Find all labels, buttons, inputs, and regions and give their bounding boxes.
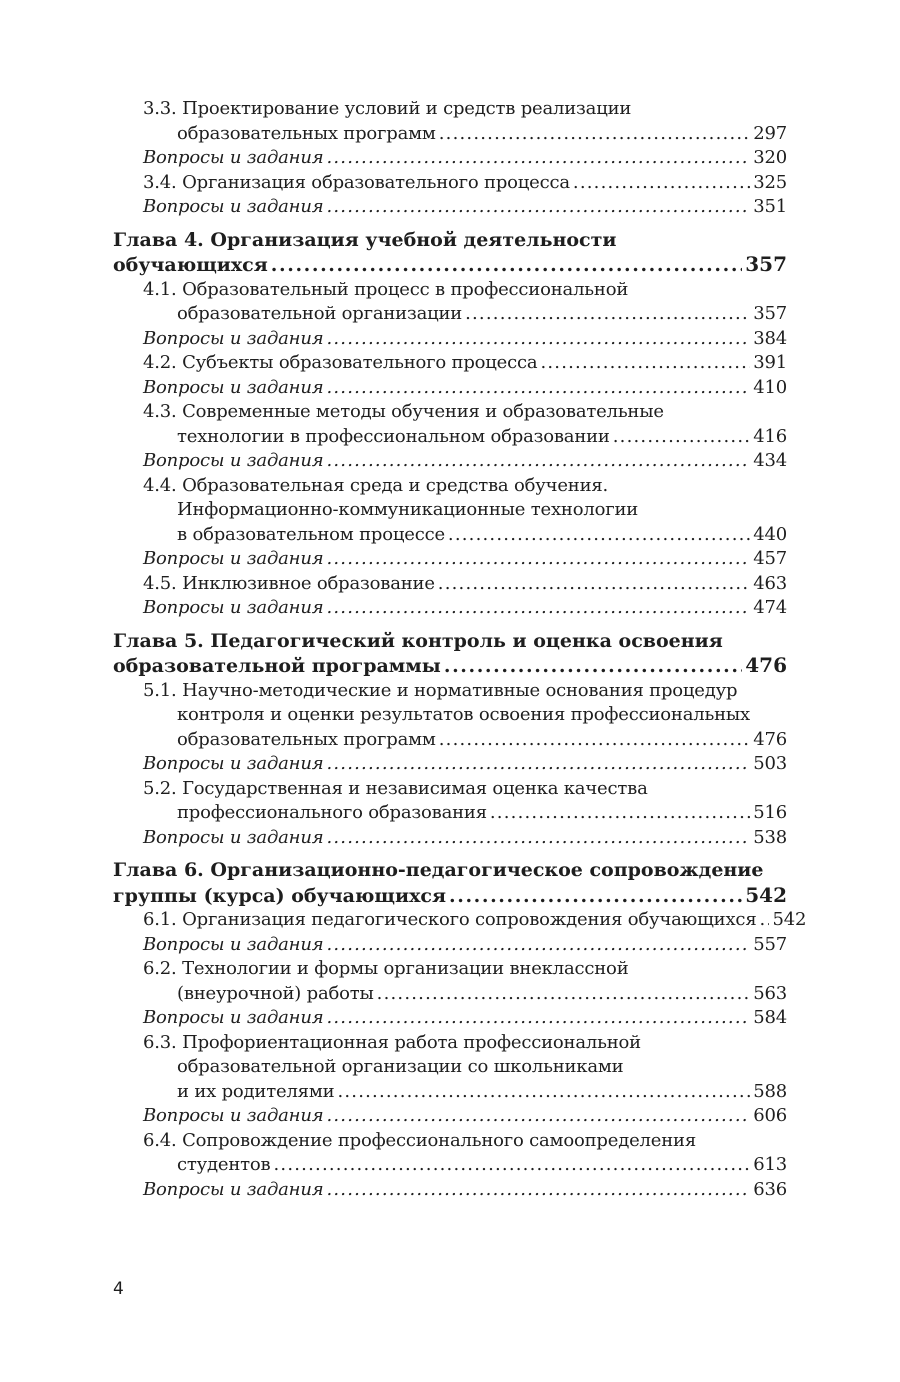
page-ref: 416 — [753, 425, 787, 447]
table-of-contents — [113, 97, 807, 1202]
page-ref: 434 — [753, 450, 787, 471]
dot-leader — [326, 195, 750, 220]
page-ref: 457 — [753, 548, 787, 569]
toc-section-6-2: 6.2. Технологии и формы организации внеклассной (внеурочной) работы ..... 563 — [113, 957, 787, 1006]
toc-section-4-1: 4.1. Образовательный процесс в профессиональной образовательной организации ..... 357 — [113, 278, 787, 327]
page-ref: 325 — [753, 171, 787, 193]
dot-leader — [271, 253, 742, 278]
toc-questions: Вопросы и задания ..... 557 — [113, 933, 787, 958]
page-ref: 391 — [753, 352, 787, 373]
page-ref: 357 — [745, 252, 787, 276]
toc-section-4-5: 4.5. Инклюзивное образование ..... 463 — [113, 572, 787, 597]
toc-questions: Вопросы и задания ..... 584 — [113, 1006, 787, 1031]
toc-chapter-title: Глава 6. Организационно-педагогическое сопровождение — [113, 859, 764, 881]
dot-leader — [326, 596, 750, 621]
dot-leader — [326, 327, 750, 352]
dot-leader — [439, 122, 751, 147]
dot-leader — [465, 302, 750, 327]
dot-leader — [337, 1080, 750, 1105]
page-ref: 584 — [753, 1007, 787, 1028]
dot-leader — [326, 826, 750, 851]
dot-leader — [326, 449, 750, 474]
dot-leader — [759, 908, 769, 933]
toc-chapter-5: Глава 5. Педагогический контроль и оценка освоения образовательной программы ..... 476 — [113, 629, 787, 679]
dot-leader — [448, 523, 750, 548]
page-ref: 410 — [753, 376, 787, 398]
toc-questions: Вопросы и задания ..... 320 — [113, 146, 787, 171]
page-ref: 636 — [753, 1178, 787, 1200]
toc-questions: Вопросы и задания ..... 503 — [113, 752, 787, 777]
dot-leader — [326, 1104, 750, 1129]
dot-leader — [326, 376, 750, 401]
page-ref: 606 — [753, 1105, 787, 1126]
dot-leader — [326, 933, 750, 958]
toc-chapter-title: Глава 4. Организация учебной деятельности — [113, 228, 617, 251]
toc-section-3-4: 3.4. Организация образовательного процесса ..... 325 — [113, 171, 787, 196]
dot-leader — [377, 982, 751, 1007]
toc-questions: Вопросы и задания ..... 410 — [113, 376, 787, 401]
dot-leader — [326, 1006, 750, 1031]
toc-chapter-4 — [113, 228, 787, 278]
page-ref: 474 — [753, 597, 787, 618]
page-ref: 538 — [753, 826, 787, 848]
page-ref: 476 — [745, 653, 787, 677]
page-ref: 463 — [753, 572, 787, 594]
toc-questions: Вопросы и задания ..... 384 — [113, 327, 787, 352]
toc-section-6-1: 6.1. Организация педагогического сопровождения обучающихся ..... 542 — [113, 908, 787, 933]
toc-questions: Вопросы и задания ..... 538 — [113, 826, 787, 851]
dot-leader — [540, 351, 750, 376]
toc-section-6-3: 6.3. Профориентационная работа профессиональной образовательной организации со школьниками и их родителями ..... 588 — [113, 1031, 787, 1105]
toc-section-4-4: 4.4. Образовательная среда и средства обучения. Информационно-коммуникационные технологии в образовательном процессе ..... 440 — [113, 474, 787, 548]
page-ref: 542 — [745, 882, 787, 907]
page-ref: 384 — [753, 327, 787, 349]
dot-leader — [438, 572, 750, 597]
page-ref: 542 — [772, 909, 807, 930]
page-ref: 297 — [753, 122, 787, 144]
page-ref: 563 — [753, 982, 787, 1004]
page-ref: 588 — [753, 1080, 787, 1102]
toc-chapter-6: Глава 6. Организационно-педагогическое сопровождение группы (курса) обучающихся ..... 542 — [113, 858, 787, 908]
toc-questions: Вопросы и задания ..... 434 — [113, 449, 787, 474]
page-ref: 503 — [753, 753, 787, 774]
toc-section-4-2: 4.2. Субъекты образовательного процесса ..... 391 — [113, 351, 787, 376]
dot-leader — [326, 1178, 750, 1203]
page-ref: 440 — [753, 523, 787, 545]
dot-leader — [274, 1153, 751, 1178]
toc-section-5-2: 5.2. Государственная и независимая оценка качества профессионального образования ..... 516 — [113, 777, 787, 826]
dot-leader — [613, 425, 751, 450]
toc-questions: Вопросы и задания ..... 474 — [113, 596, 787, 621]
toc-questions: Вопросы и задания ..... 606 — [113, 1104, 787, 1129]
page-ref: 351 — [753, 196, 787, 217]
page-ref: 357 — [753, 303, 787, 324]
dot-leader — [573, 171, 750, 196]
page-ref: 613 — [753, 1154, 787, 1175]
toc-section-5-1: 5.1. Научно-методические и нормативные основания процедур контроля и оценки результатов освоения профессиональных образовательных программ ..... 476 — [113, 679, 787, 753]
dot-leader — [449, 884, 742, 909]
toc-chapter-title-cont: обучающихся — [113, 254, 268, 276]
dot-leader — [439, 728, 751, 753]
page-ref: 320 — [753, 147, 787, 168]
toc-chapter-title: Глава 5. Педагогический контроль и оценка освоения — [113, 629, 723, 652]
page-number: 4 — [113, 1279, 124, 1299]
toc-section-3-3 — [113, 97, 787, 146]
toc-section-title-cont: образовательных программ — [177, 122, 436, 144]
dot-leader — [444, 654, 742, 679]
toc-section-title: 3.3. Проектирование условий и средств реализации — [143, 98, 632, 119]
toc-questions: Вопросы и задания ..... 457 — [113, 547, 787, 572]
toc-section-6-4: 6.4. Сопровождение профессионального самоопределения студентов ..... 613 — [113, 1129, 787, 1178]
dot-leader — [326, 752, 750, 777]
dot-leader — [490, 801, 750, 826]
page-ref: 476 — [753, 728, 787, 750]
toc-section-4-3: 4.3. Современные методы обучения и образовательные технологии в профессиональном образовании ..... 416 — [113, 400, 787, 449]
dot-leader — [326, 146, 750, 171]
page-ref: 557 — [753, 933, 787, 955]
toc-questions: Вопросы и задания ..... 351 — [113, 195, 787, 220]
toc-questions: Вопросы и задания ..... 636 — [113, 1178, 787, 1203]
dot-leader — [326, 547, 750, 572]
page-ref: 516 — [753, 802, 787, 823]
